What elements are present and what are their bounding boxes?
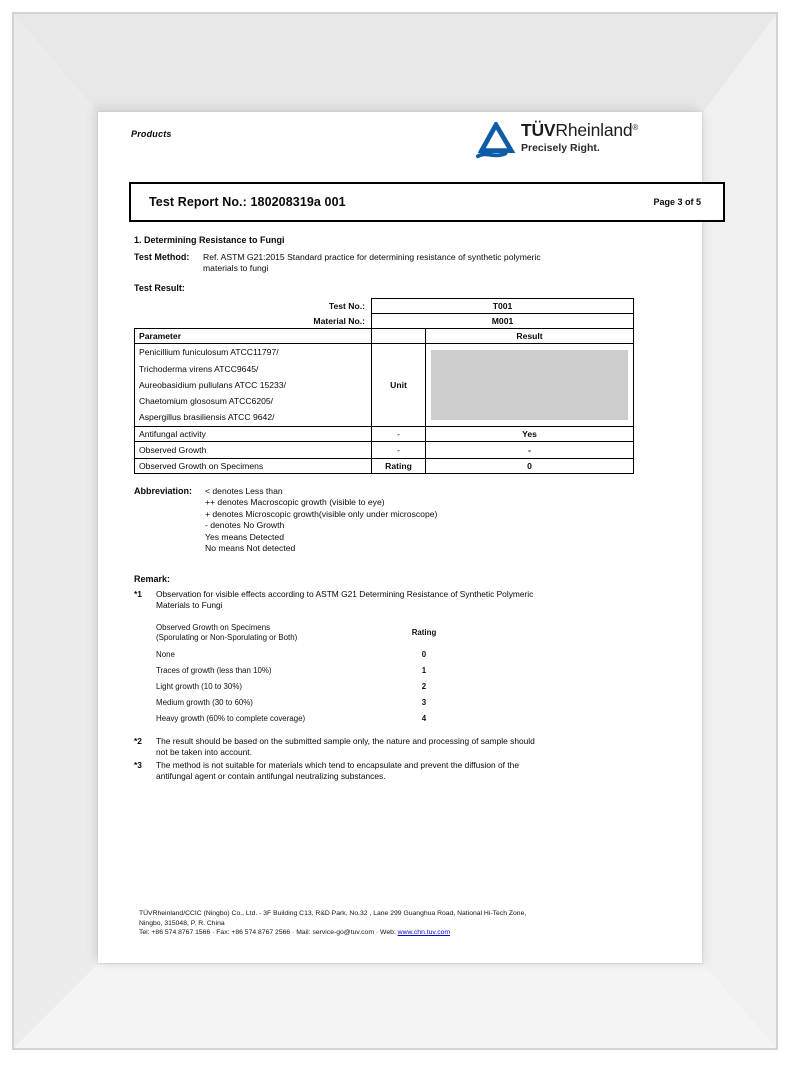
remark-marker: *2 [134, 736, 142, 746]
organism-4: Chaetomium glososum ATCC6205/ [139, 396, 274, 407]
organism-3: Aureobasidium pullulans ATCC 15233/ [139, 379, 286, 390]
organism-5: Aspergillus brasiliensis ATCC 9642/ [139, 412, 275, 423]
material-no-label: Material No.: [313, 315, 365, 326]
test-method-line1: Ref. ASTM G21:2015 Standard practice for determining resistance of synthetic polymeric [203, 252, 541, 262]
result-cell: 0 [426, 459, 634, 474]
organism-2: Trichoderma virens ATCC9645/ [139, 363, 259, 374]
result-table [134, 298, 634, 474]
table-row [135, 459, 634, 474]
remark-line: The result should be based on the submitted sample only, the nature and processing of sample should [156, 736, 535, 746]
test-method-text [203, 252, 663, 273]
unit-cell: - [372, 427, 426, 442]
organisms-unit-cell: Unit [372, 344, 426, 427]
rating-row [156, 682, 486, 691]
test-method-line2: materials to fungi [203, 262, 269, 273]
remark-item-3 [134, 760, 661, 781]
rating-label: Traces of growth (less than 10%) [156, 666, 272, 675]
brand-text [521, 120, 638, 141]
tuv-logo [474, 120, 638, 162]
remark-label: Remark: [134, 574, 171, 584]
page-number: Page 3 of 5 [653, 197, 701, 207]
rating-row [156, 714, 486, 723]
remark-line: Observation for visible effects according to ASTM G21 Determining Resistance of Synthetic Polymeric [156, 589, 534, 599]
brand-rheinland: Rheinland [555, 120, 633, 140]
test-method-label: Test Method: [134, 252, 190, 262]
test-no-row [135, 299, 634, 314]
test-no-value: T001 [372, 299, 634, 314]
report-page [98, 112, 702, 963]
test-no-label: Test No.: [328, 301, 365, 311]
remark-text [156, 736, 661, 757]
rating-label: Light growth (10 to 30%) [156, 682, 242, 691]
rating-header-line2: (Sporulating or Non-Sporulating or Both) [156, 632, 298, 642]
abbreviation-line: Yes means Detected [205, 531, 284, 542]
abbreviation-lines [205, 486, 437, 554]
test-result-label: Test Result: [134, 283, 185, 293]
organism-1: Penicillium funiculosum ATCC11797/ [139, 347, 279, 358]
rating-value: 2 [421, 682, 427, 691]
rating-value: 3 [421, 698, 427, 707]
rating-value: 4 [421, 714, 427, 723]
rating-table-header [156, 623, 394, 642]
table-header-row [135, 329, 634, 344]
rating-label: Medium growth (30 to 60%) [156, 698, 253, 707]
material-no-value: M001 [372, 314, 634, 329]
material-no-row [135, 314, 634, 329]
rating-label: None [156, 650, 175, 659]
rating-row [156, 666, 486, 675]
unit-cell: Rating [372, 459, 426, 474]
rating-row [156, 698, 486, 707]
footer-contact-line [139, 928, 684, 938]
report-number-box [129, 182, 725, 222]
products-label: Products [131, 129, 172, 139]
remark-item-2 [134, 736, 661, 757]
brand-tuv: TÜV [521, 120, 556, 140]
web-link[interactable]: www.chn.tuv.com [397, 929, 451, 937]
report-title: Test Report No.: 180208319a 001 [149, 195, 346, 209]
table-row [135, 442, 634, 459]
footer [139, 909, 684, 938]
rating-label: Heavy growth (60% to complete coverage) [156, 714, 306, 723]
unit-header-empty [372, 329, 426, 344]
abbreviation-line: < denotes Less than [205, 486, 283, 496]
result-cell: Yes [426, 427, 634, 442]
footer-contact-text: Tel: +86 574 8767 1566 · Fax: +86 574 8767 2566 · Mail: service-go@tuv.com · Web: [139, 929, 398, 937]
organisms-cell [135, 344, 372, 427]
abbreviation-label: Abbreviation: [134, 486, 193, 496]
parameter-header: Parameter [135, 329, 372, 344]
remark-text [156, 760, 661, 781]
table-row [135, 427, 634, 442]
abbreviation-line: + denotes Microscopic growth(visible only under microscope) [205, 508, 438, 519]
result-header: Result [426, 329, 634, 344]
tuv-triangle-icon [474, 122, 516, 162]
rating-column-header: Rating [411, 628, 437, 637]
brand-tagline: Precisely Right. [521, 142, 600, 154]
organisms-row [135, 344, 634, 427]
footer-address-line1: TÜVRheinland/CCIC (Ningbo) Co., Ltd. - 3F Building C13, R&D Park, No.32 , Lane 299 Guanghua Road, National Hi-Tech Zone, [139, 910, 527, 917]
parameter-cell: Antifungal activity [135, 427, 372, 442]
parameter-cell: Observed Growth [135, 442, 372, 459]
parameter-cell: Observed Growth on Specimens [135, 459, 372, 474]
abbreviation-line: - denotes No Growth [205, 520, 285, 531]
result-cell: - [426, 442, 634, 459]
remark-line: The method is not suitable for materials which tend to encapsulate and prevent the diffusion of the [156, 760, 519, 770]
picture-frame [12, 12, 778, 1050]
remark-marker: *1 [134, 589, 142, 599]
registered-mark: ® [632, 123, 639, 132]
organisms-result-cell [426, 344, 634, 427]
rating-header-line1: Observed Growth on Specimens [156, 623, 271, 632]
section-heading: 1. Determining Resistance to Fungi [134, 235, 285, 245]
rating-table [156, 623, 486, 723]
remark-line: antifungal agent or contain antifungal neutralizing substances. [156, 770, 386, 781]
footer-address-line2: Ningbo, 315048, P. R. China [139, 919, 225, 927]
abbreviation-line: No means Not detected [205, 543, 296, 554]
remark-marker: *3 [134, 760, 142, 770]
remark-item-1 [134, 589, 661, 610]
redacted-result-box [431, 350, 628, 420]
unit-cell: - [372, 442, 426, 459]
remark-line: not be taken into account. [156, 746, 252, 757]
remark-line: Materials to Fungi [156, 599, 223, 610]
rating-row [156, 650, 486, 659]
abbreviation-line: ++ denotes Macroscopic growth (visible to eye) [205, 497, 385, 508]
rating-value: 0 [421, 650, 427, 659]
remark-text [156, 589, 661, 610]
rating-value: 1 [421, 666, 427, 675]
